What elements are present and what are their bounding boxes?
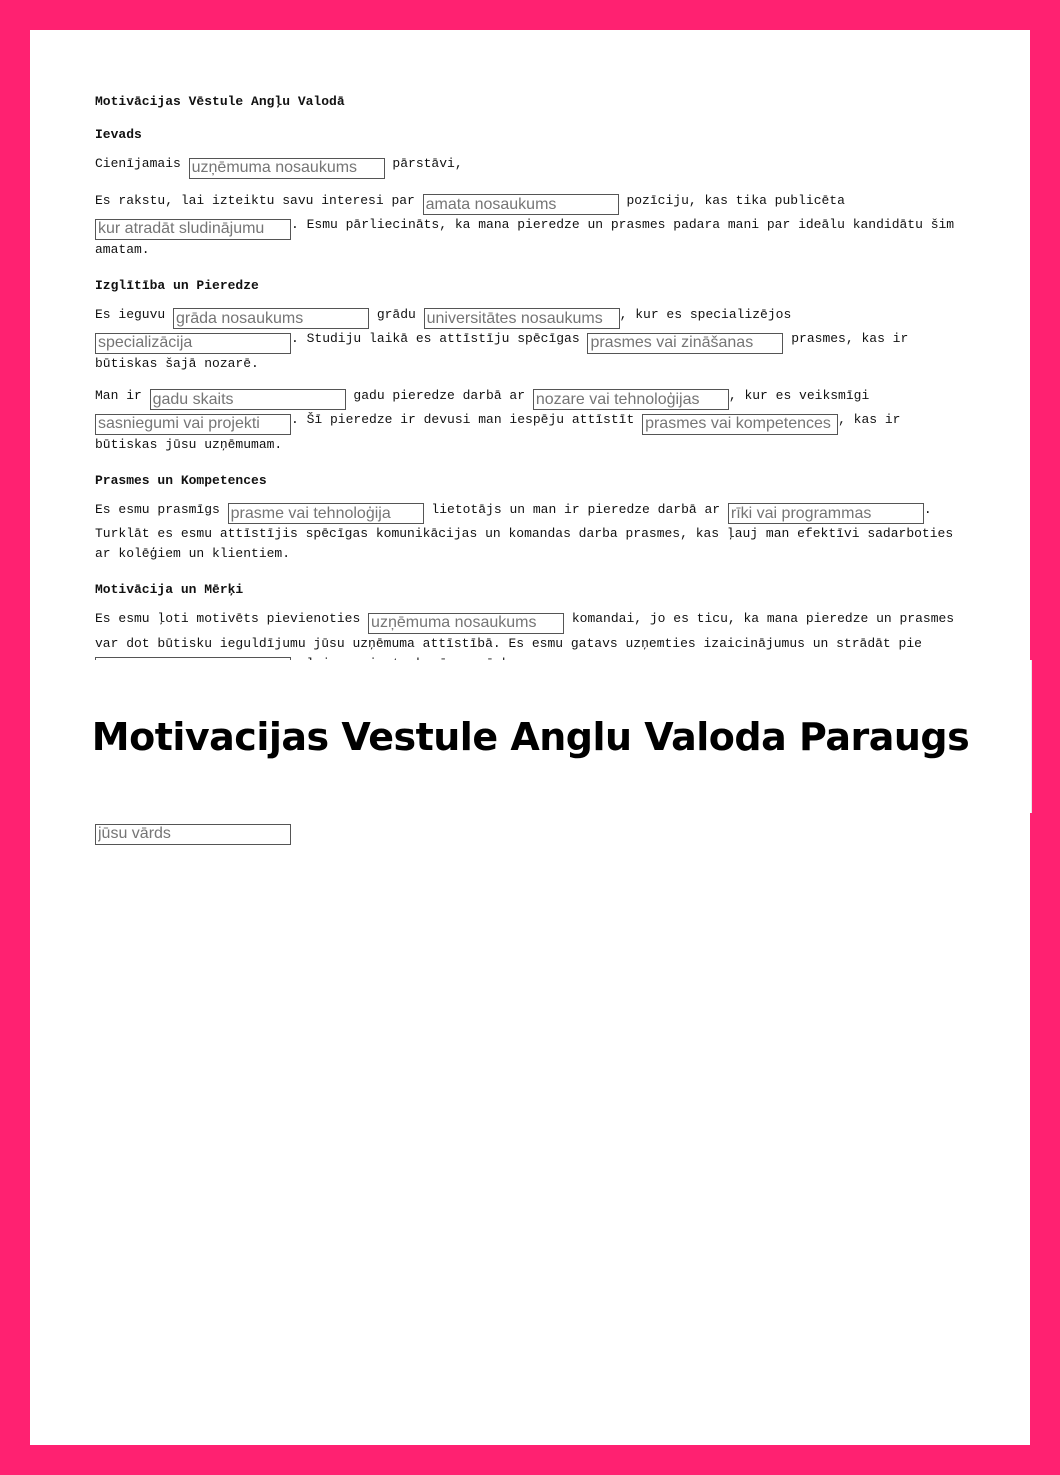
experience-text-5: , kas ir būtiskas jūsu uzņēmumam.: [95, 412, 901, 452]
university-field[interactable]: [424, 308, 620, 329]
company-name-field[interactable]: [189, 158, 385, 179]
experience-text-3: , kur es veiksmīgi: [728, 387, 870, 403]
motivation-text-2: komandai, jo es ticu, ka mana pieredze un prasmes var dot būtisku ieguldījumu jūsu uzņēmuma attīstībā. Es esmu gatavs uzņemties izaicinājumus un strādāt pie: [95, 611, 955, 651]
education-text-2: grādu: [369, 306, 424, 322]
experience-text-1: Man ir: [95, 387, 150, 403]
years-field[interactable]: [150, 389, 346, 410]
tech-skill-field[interactable]: [228, 503, 424, 524]
experience-text-4: . Šī pieredze ir devusi man iespēju attīstīt: [291, 412, 643, 427]
skills-text-1: Es esmu prasmīgs: [95, 501, 228, 517]
motivation-text-1: Es esmu ļoti motivēts pievienoties: [95, 611, 369, 626]
intro-text-2: pozīciju, kas tika publicēta: [618, 192, 845, 208]
competences-field[interactable]: [642, 414, 838, 435]
degree-field[interactable]: [173, 308, 369, 329]
education-text-5: prasmes, kas ir būtiskas šajā nozarē.: [95, 331, 909, 371]
letter-body: [95, 88, 965, 660]
achievements-field[interactable]: [95, 414, 291, 435]
greeting-text: Cienījamais: [95, 156, 189, 171]
skills-paragraph: [95, 500, 965, 565]
section-heading-skills: Prasmes un Kompetences: [95, 472, 267, 488]
intro-paragraph: [95, 191, 965, 260]
banner-title: Motivacijas Vestule Anglu Valoda Paraugs: [91, 714, 970, 759]
your-name-field[interactable]: [95, 824, 291, 845]
title-banner: [30, 660, 1032, 813]
greeting-text-end: pārstāvi,: [384, 156, 463, 171]
study-skills-field[interactable]: [587, 333, 783, 354]
intro-text-1: Es rakstu, lai izteiktu savu interesi par: [95, 192, 423, 208]
section-heading-motivation: Motivācija un Mērķi: [95, 582, 244, 597]
education-text-4: . Studiju laikā es attīstīju spēcīgas: [291, 331, 588, 346]
experience-text-2: gadu pieredze darbā ar: [345, 387, 533, 403]
intro-text-3: . Esmu pārliecināts, ka mana pieredze un prasmes padara mani par ideālu kandidātu šim amatam.: [95, 217, 955, 257]
skills-text-3: . Turklāt es esmu attīstījis spēcīgas komunikācijas un komandas darba prasmes, kas ļauj man efektīvi sadarboties ar kolēģiem un klientiem.: [95, 501, 954, 561]
tools-field[interactable]: [728, 503, 924, 524]
education-paragraph: [95, 305, 965, 374]
specialization-field[interactable]: [95, 333, 291, 354]
industry-field[interactable]: [533, 389, 729, 410]
position-title-field[interactable]: [423, 194, 619, 215]
company-name-field-2[interactable]: [368, 613, 564, 634]
experience-paragraph: [95, 386, 965, 455]
skills-text-2: lietotājs un man ir pieredze darbā ar: [423, 501, 728, 517]
education-text-1: Es ieguvu: [95, 306, 174, 322]
letter-title: Motivācijas Vēstule Angļu Valodā: [95, 94, 345, 109]
ad-source-field[interactable]: [95, 219, 291, 240]
document-page: [30, 30, 1030, 1445]
greeting-line: [95, 154, 965, 179]
signature-area: [95, 820, 291, 845]
section-heading-intro: Ievads: [95, 127, 142, 142]
section-heading-education: Izglītība un Pieredze: [95, 277, 259, 293]
education-text-3: , kur es specializējos: [619, 306, 792, 322]
